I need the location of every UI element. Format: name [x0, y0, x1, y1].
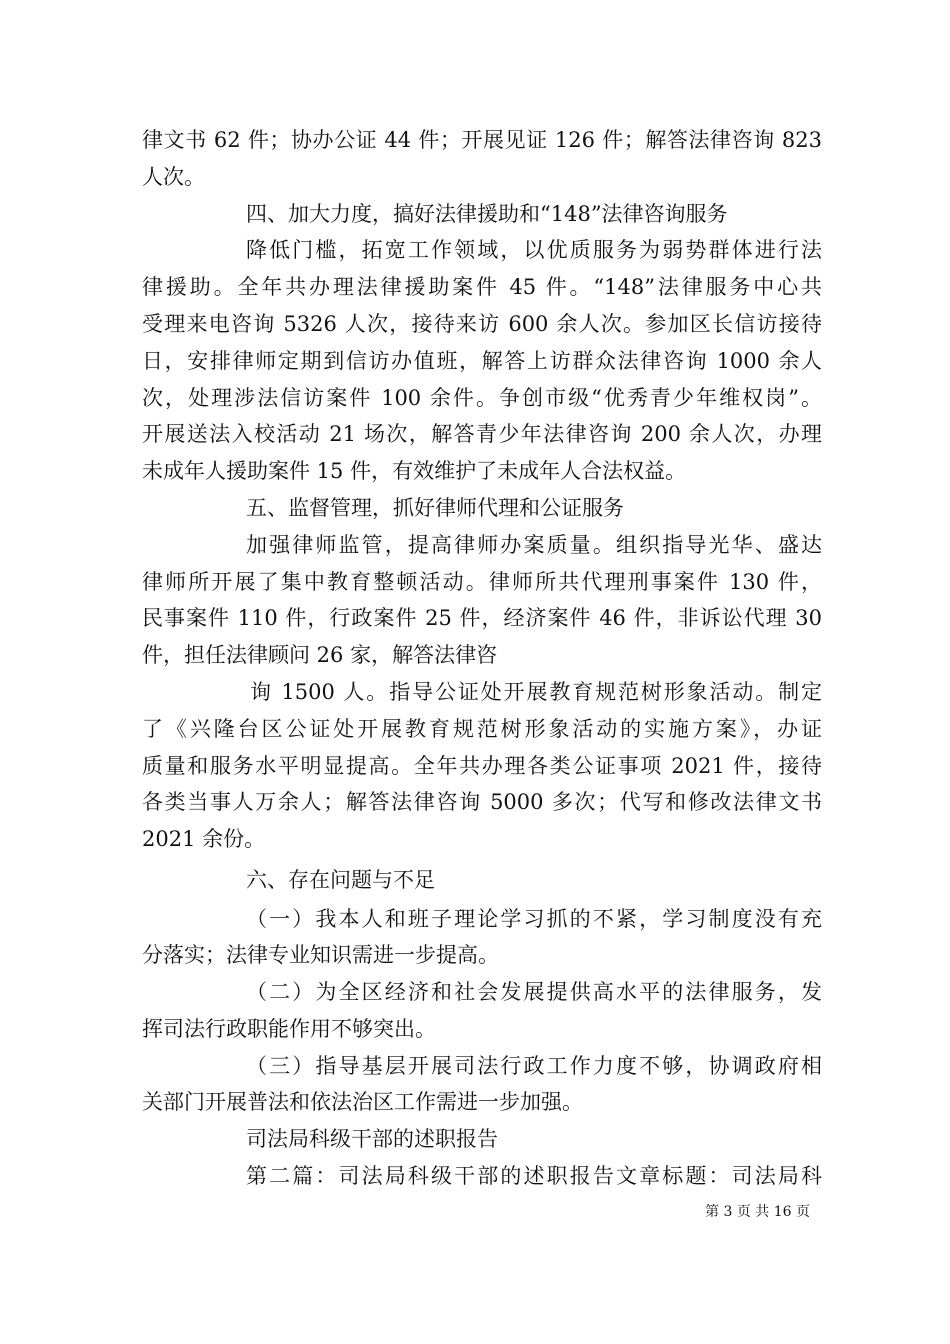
text-line: 民事案件 110 件，行政案件 25 件，经济案件 46 件，非诉讼代理 30 — [142, 606, 822, 630]
text-line: （二）为全区经济和社会发展提供高水平的法律服务，发 — [246, 980, 822, 1004]
text-line: 律师所开展了集中教育整顿活动。律师所共代理刑事案件 130 件， — [142, 570, 822, 594]
text-line: （三）指导基层开展司法行政工作力度不够，协调政府相 — [246, 1054, 822, 1078]
text-line: 降低门槛，拓宽工作领域，以优质服务为弱势群体进行法 — [246, 238, 822, 262]
text-line: 次，处理涉法信访案件 100 余件。争创市级“优秀青少年维权岗”。 — [142, 386, 822, 410]
text-line: 五、监督管理，抓好律师代理和公证服务 — [246, 496, 624, 520]
text-line: 件，担任法律顾问 26 家，解答法律咨 — [142, 643, 498, 667]
page-footer: 第 3 页 共 16 页 — [705, 1204, 810, 1220]
text-line: 受理来电咨询 5326 人次，接待来访 600 余人次。参加区长信访接待 — [142, 312, 822, 336]
text-line: 各类当事人万余人；解答法律咨询 5000 多次；代写和修改法律文书 — [142, 790, 822, 814]
text-line: 人次。 — [142, 165, 205, 189]
text-line: 质量和服务水平明显提高。全年共办理各类公证事项 2021 件，接待 — [142, 754, 822, 778]
text-line: 司法局科级干部的述职报告 — [246, 1127, 498, 1151]
text-line: 未成年人援助案件 15 件，有效维护了未成年人合法权益。 — [142, 459, 687, 483]
text-line: （一）我本人和班子理论学习抓的不紧，学习制度没有充 — [246, 907, 822, 931]
text-line: 2021 余份。 — [142, 827, 266, 851]
text-line: 律文书 62 件；协办公证 44 件；开展见证 126 件；解答法律咨询 823 — [142, 128, 822, 152]
text-line: 询 1500 人。指导公证处开展教育规范树形象活动。制定 — [250, 680, 822, 704]
text-line: 日，安排律师定期到信访办值班，解答上访群众法律咨询 1000 余人 — [142, 349, 822, 373]
text-line: 挥司法行政职能作用不够突出。 — [142, 1017, 436, 1041]
text-line: 了《兴隆台区公证处开展教育规范树形象活动的实施方案》，办证 — [142, 717, 822, 741]
text-line: 加强律师监管，提高律师办案质量。组织指导光华、盛达 — [246, 533, 822, 557]
text-line: 六、存在问题与不足 — [246, 868, 435, 892]
text-line: 四、加大力度，搞好法律援助和“148”法律咨询服务 — [246, 202, 728, 226]
text-line: 律援助。全年共办理法律援助案件 45 件。“148”法律服务中心共 — [142, 275, 822, 299]
text-line: 分落实；法律专业知识需进一步提高。 — [142, 943, 499, 967]
text-line: 开展送法入校活动 21 场次，解答青少年法律咨询 200 余人次，办理 — [142, 422, 822, 446]
text-line: 关部门开展普法和依法治区工作需进一步加强。 — [142, 1090, 583, 1114]
text-line: 第二篇：司法局科级干部的述职报告文章标题：司法局科 — [246, 1164, 822, 1188]
